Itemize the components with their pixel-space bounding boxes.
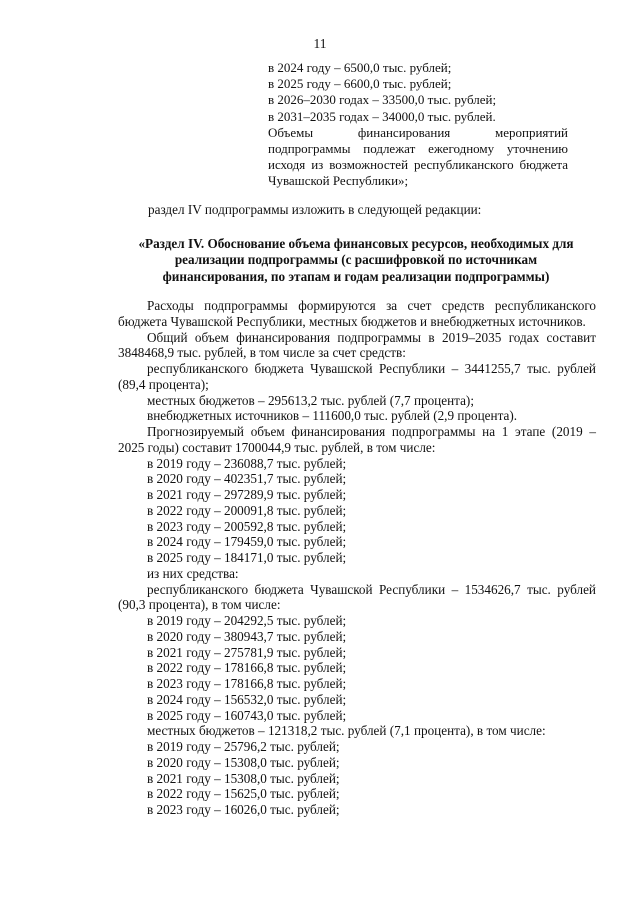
stage-total-year: в 2019 году – 236088,7 тыс. рублей;	[147, 455, 347, 471]
funding-continuation-block	[268, 60, 568, 190]
local-year: в 2019 году – 25796,2 тыс. рублей;	[147, 739, 340, 754]
republican-stage-total: республиканского бюджета Чувашской Республики – 1534626,7 тыс. рублей (90,3 процента), в том числе:	[118, 581, 596, 613]
section-heading: «Раздел IV. Обоснование объема финансовых ресурсов, необходимых для реализации подпрограммы (с расшифровкой по источникам финансирования, по этапам и годам реализации подпрограммы)	[138, 236, 574, 284]
republican-year: в 2023 году – 178166,8 тыс. рублей;	[147, 676, 347, 691]
source-extrabudgetary: внебюджетных источников – 111600,0 тыс. рублей (2,9 процента).	[147, 408, 518, 424]
source-local: местных бюджетов – 295613,2 тыс. рублей (7,7 процента);	[147, 392, 474, 408]
box-paragraph: Объемы финансирования мероприятий подпрограммы подлежат ежегодному уточнению исходя из возможностей республиканского бюджета Чувашской Республики»;	[268, 124, 568, 189]
box-line: в 2031–2035 годах – 34000,0 тыс. рублей.	[268, 108, 496, 124]
republican-year: в 2025 году – 160743,0 тыс. рублей;	[147, 707, 347, 723]
of-them-label: из них средства:	[147, 565, 239, 581]
amendment-intro: раздел IV подпрограммы изложить в следующей редакции:	[148, 202, 482, 217]
page-number: 11	[313, 36, 327, 51]
source-republican: республиканского бюджета Чувашской Республики – 3441255,7 тыс. рублей (89,4 процента);	[118, 361, 596, 392]
paragraph-expenses: Расходы подпрограммы формируются за счет средств республиканского бюджета Чувашской Республики, местных бюджетов и внебюджетных источников.	[118, 298, 596, 329]
stage-total-year: в 2024 году – 179459,0 тыс. рублей;	[147, 534, 347, 550]
box-line: в 2024 году – 6500,0 тыс. рублей;	[268, 60, 452, 75]
republican-year: в 2020 году – 380943,7 тыс. рублей;	[147, 628, 347, 644]
republican-year: в 2024 году – 156532,0 тыс. рублей;	[147, 691, 347, 707]
local-stage-total: местных бюджетов – 121318,2 тыс. рублей (7,1 процента), в том числе:	[147, 723, 546, 739]
local-year: в 2020 году – 15308,0 тыс. рублей;	[147, 754, 340, 770]
stage-total-year: в 2021 году – 297289,9 тыс. рублей;	[147, 487, 347, 502]
stage-total-year: в 2022 году – 200091,8 тыс. рублей;	[147, 502, 347, 518]
local-year: в 2023 году – 16026,0 тыс. рублей;	[147, 802, 340, 817]
section-body	[118, 298, 596, 818]
stage-total-year: в 2020 году – 402351,7 тыс. рублей;	[147, 471, 347, 487]
paragraph-stage-1: Прогнозируемый объем финансирования подпрограммы на 1 этапе (2019 – 2025 годы) составит 1700044,9 тыс. рублей, в том числе:	[118, 424, 596, 455]
paragraph-total-volume: Общий объем финансирования подпрограммы в 2019–2035 годах составит 3848468,9 тыс. рублей, в том числе за счет средств:	[118, 329, 596, 361]
box-line: в 2026–2030 годах – 33500,0 тыс. рублей;	[268, 92, 497, 108]
republican-year: в 2021 году – 275781,9 тыс. рублей;	[147, 644, 347, 660]
republican-year: в 2019 году – 204292,5 тыс. рублей;	[147, 613, 347, 628]
local-year: в 2022 году – 15625,0 тыс. рублей;	[147, 786, 340, 802]
stage-total-year: в 2025 году – 184171,0 тыс. рублей;	[147, 550, 347, 565]
stage-total-year: в 2023 году – 200592,8 тыс. рублей;	[147, 518, 347, 534]
box-line: в 2025 году – 6600,0 тыс. рублей;	[268, 76, 452, 92]
republican-year: в 2022 году – 178166,8 тыс. рублей;	[147, 660, 347, 676]
local-year: в 2021 году – 15308,0 тыс. рублей;	[147, 770, 340, 786]
